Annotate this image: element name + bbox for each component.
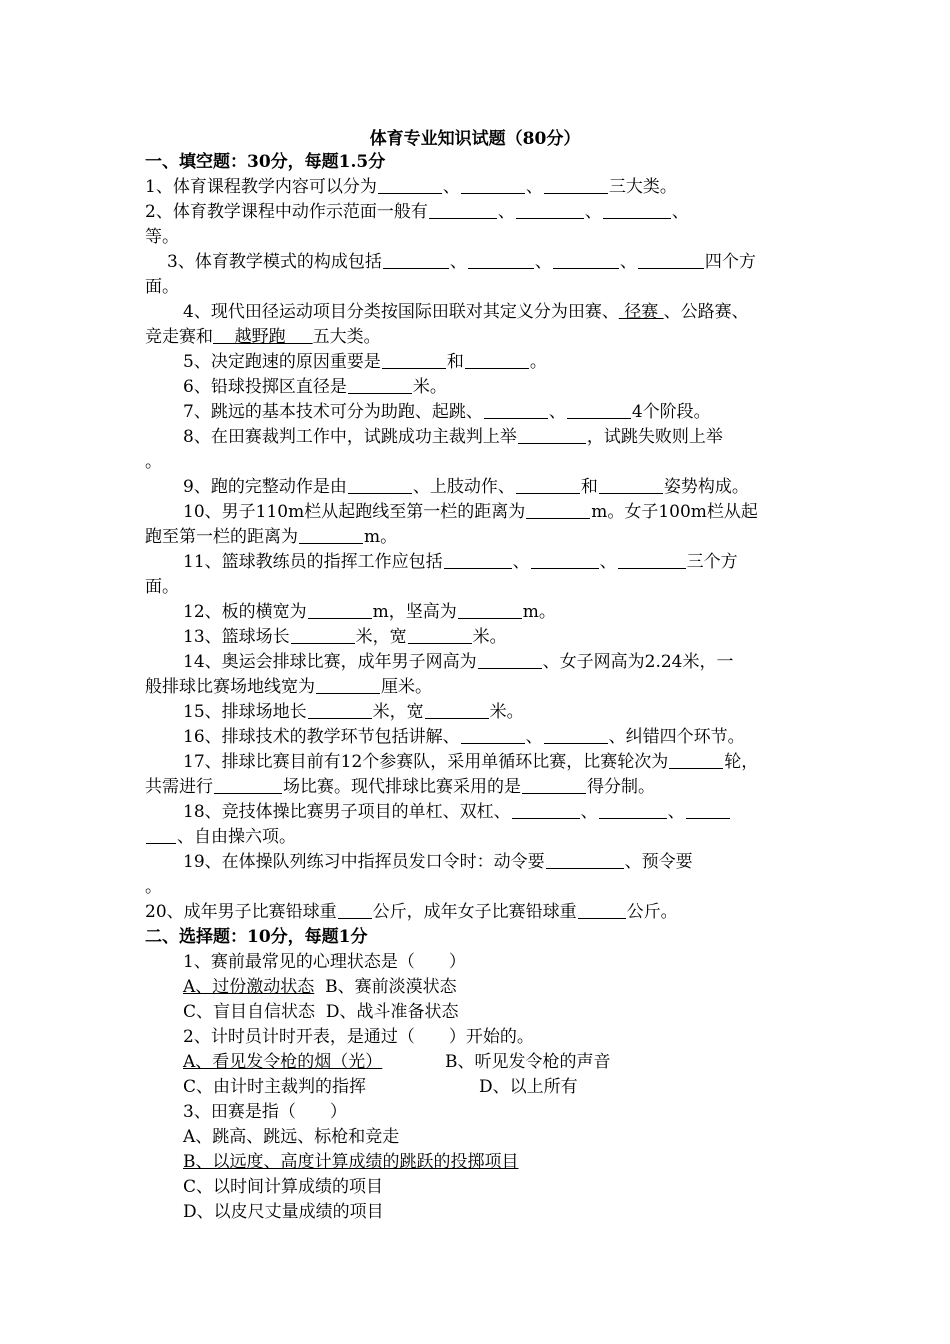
mc-option-d[interactable]: D、以皮尺丈量成绩的项目 [183, 1202, 384, 1222]
question-3-cont: 面。 [145, 277, 179, 297]
answer-blank[interactable] [465, 353, 529, 369]
answer-blank[interactable] [214, 778, 282, 794]
answer-blank[interactable] [146, 828, 176, 844]
answer-blank[interactable] [546, 853, 624, 869]
answer-blank[interactable] [429, 203, 497, 219]
answer-blank[interactable] [383, 253, 449, 269]
question-17-cont: 共需进行 场比赛。现代排球比赛采用的是 得分制。 [145, 777, 655, 797]
mc-question-2-options-ab [145, 1050, 825, 1075]
answer-blank[interactable] [378, 178, 442, 194]
question-4: 4、现代田径运动项目分类按国际田联对其定义分为田赛、 径赛 、公路赛、 [183, 302, 749, 322]
mc-option-b[interactable]: B、听见发令枪的声音 [445, 1052, 611, 1072]
mc-option-a[interactable]: A、过份激动状态 [183, 977, 315, 997]
section-heading-fill-in: 一、填空题：30分，每题1.5分 [145, 152, 386, 172]
mc-option-b[interactable]: B、以远度、高度计算成绩的跳跃的投掷项目 [183, 1152, 519, 1172]
answer-blank[interactable] [618, 553, 686, 569]
question-17: 17、排球比赛目前有12个参赛队，采用单循环比赛，比赛轮次为 轮， [183, 752, 759, 772]
answer-blank[interactable] [348, 378, 412, 394]
answer-blank[interactable] [308, 603, 372, 619]
answer-blank[interactable] [484, 403, 548, 419]
answer-blank[interactable] [425, 703, 489, 719]
mc-question-1-stem: 1、赛前最常见的心理状态是（ ） [183, 952, 466, 972]
question-2: 2、体育教学课程中动作示范面一般有 、 、 、 [145, 202, 689, 222]
mc-option-a[interactable]: A、看见发令枪的烟（光） [183, 1052, 383, 1072]
answer-blank[interactable] [382, 353, 446, 369]
question-20: 20、成年男子比赛铅球重 公斤，成年女子比赛铅球重 公斤。 [145, 902, 678, 922]
question-7: 7、跳远的基本技术可分为助跑、起跳、 、 4个阶段。 [183, 402, 711, 422]
mc-question-1-options-cd [145, 1000, 825, 1025]
answer-blank[interactable] [316, 678, 380, 694]
mc-question-2-options-cd [145, 1075, 825, 1100]
mc-question-2-stem: 2、计时员计时开表，是通过（ ）开始的。 [183, 1027, 534, 1047]
question-11-cont: 面。 [145, 577, 179, 597]
question-12: 12、板的横宽为 m，坚高为 m。 [183, 602, 556, 622]
question-11: 11、篮球教练员的指挥工作应包括 、 、 三个方 [183, 552, 738, 572]
mc-question-1-options-ab [145, 975, 825, 1000]
question-10: 10、男子110m栏从起跑线至第一栏的距离为 m。女子100m栏从起 [183, 502, 758, 522]
answer-blank[interactable] [599, 478, 663, 494]
question-10-cont: 跑至第一栏的距离为 m。 [145, 527, 398, 547]
answer-blank[interactable] [526, 503, 590, 519]
question-2-cont: 等。 [145, 227, 179, 247]
question-19: 19、在体操队列练习中指挥员发口令时：动令要 、预令要 [183, 852, 693, 872]
question-13: 13、篮球场长 米，宽 米。 [183, 627, 507, 647]
answer-blank[interactable] [478, 653, 542, 669]
answer-blank[interactable] [522, 778, 586, 794]
mc-option-d[interactable]: D、战斗准备状态 [325, 1002, 459, 1022]
exam-body [145, 150, 825, 1225]
answer-blank[interactable] [553, 253, 619, 269]
page-title: 体育专业知识试题（80分） [369, 129, 581, 149]
answer-blank[interactable] [567, 403, 631, 419]
mc-option-c[interactable]: C、由计时主裁判的指挥 [183, 1077, 367, 1097]
question-1: 1、体育课程教学内容可以分为 、 、 三大类。 [145, 177, 677, 197]
answer-blank[interactable] [308, 703, 372, 719]
mc-option-c[interactable]: C、盲目自信状态 [183, 1002, 316, 1022]
question-4-cont: 竞走赛和 越野跑 五大类。 [145, 327, 381, 347]
filled-answer: 越野跑 [213, 327, 313, 347]
question-18-cont: 、自由操六项。 [145, 825, 825, 850]
answer-blank[interactable] [291, 628, 355, 644]
answer-blank[interactable] [408, 628, 472, 644]
answer-blank[interactable] [468, 253, 534, 269]
answer-blank[interactable] [686, 803, 730, 819]
answer-blank[interactable] [512, 803, 580, 819]
answer-blank[interactable] [348, 478, 412, 494]
question-16: 16、排球技术的教学环节包括讲解、 、 、纠错四个环节。 [183, 727, 745, 747]
answer-blank[interactable] [458, 603, 522, 619]
question-19-cont: 。 [145, 877, 162, 897]
mc-option-c[interactable]: C、以时间计算成绩的项目 [183, 1177, 384, 1197]
filled-answer: 径赛 [618, 302, 664, 322]
answer-blank[interactable] [516, 478, 580, 494]
answer-blank[interactable] [461, 728, 525, 744]
question-14: 14、奥运会排球比赛，成年男子网高为 、女子网高为2.24米，一 [183, 652, 734, 672]
answer-blank[interactable] [544, 178, 608, 194]
answer-blank[interactable] [338, 903, 372, 919]
question-15: 15、排球场地长 米，宽 米。 [183, 702, 524, 722]
question-8: 8、在田赛裁判工作中，试跳成功主裁判上举 ，试跳失败则上举 [183, 427, 723, 447]
answer-blank[interactable] [578, 903, 626, 919]
answer-blank[interactable] [516, 203, 584, 219]
answer-blank[interactable] [638, 253, 704, 269]
question-3: 3、体育教学模式的构成包括 、 、 、 四个方 [167, 252, 756, 272]
answer-blank[interactable] [599, 803, 667, 819]
answer-blank[interactable] [444, 553, 512, 569]
answer-blank[interactable] [544, 728, 608, 744]
answer-blank[interactable] [461, 178, 525, 194]
question-8-cont: 。 [145, 452, 162, 472]
question-6: 6、铅球投掷区直径是 米。 [183, 377, 447, 397]
answer-blank[interactable] [603, 203, 671, 219]
answer-blank[interactable] [518, 428, 586, 444]
mc-option-b[interactable]: B、赛前淡漠状态 [325, 977, 457, 997]
answer-blank[interactable] [531, 553, 599, 569]
mc-option-d[interactable]: D、以上所有 [479, 1077, 578, 1097]
section-heading-multiple-choice: 二、选择题：10分，每题1分 [145, 927, 368, 947]
answer-blank[interactable] [299, 528, 363, 544]
answer-blank[interactable] [669, 753, 723, 769]
mc-question-3-stem: 3、田赛是指（ ） [183, 1102, 347, 1122]
question-5: 5、决定跑速的原因重要是 和 。 [183, 352, 547, 372]
mc-option-a[interactable]: A、跳高、跳远、标枪和竞走 [183, 1127, 400, 1147]
question-14-cont: 般排球比赛场地线宽为 厘米。 [145, 677, 432, 697]
question-9: 9、跑的完整动作是由 、上肢动作、 和 姿势构成。 [183, 477, 749, 497]
question-18: 18、竞技体操比赛男子项目的单杠、双杠、 、 、 [145, 800, 825, 825]
